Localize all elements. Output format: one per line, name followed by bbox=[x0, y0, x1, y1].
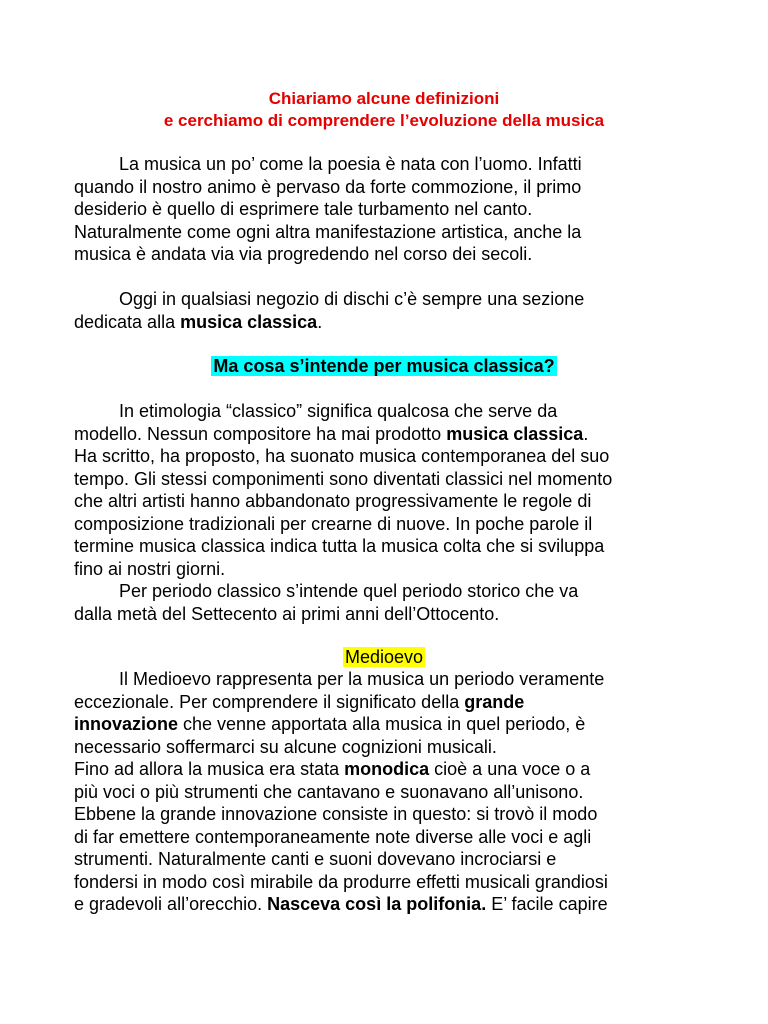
text-line: e gradevoli all’orecchio. Nasceva così la polifonia. E’ facile capire bbox=[74, 894, 608, 914]
title-line-2: e cerchiamo di comprendere l’evoluzione della musica bbox=[163, 111, 605, 130]
section-heading-medioevo bbox=[0, 646, 768, 669]
text-line: Naturalmente come ogni altra manifestazione artistica, anche la bbox=[74, 221, 582, 242]
text-line: dedicata alla musica classica. bbox=[74, 311, 323, 332]
text-line: necessario soffermarci su alcune cognizioni musicali. bbox=[74, 736, 497, 757]
text-line: modello. Nessun compositore ha mai prodotto musica classica. bbox=[74, 423, 589, 444]
text-line: termine musica classica indica tutta la musica colta che si sviluppa bbox=[74, 536, 605, 556]
title-line-1: Chiariamo alcune definizioni bbox=[268, 89, 500, 108]
text-line: che altri artisti hanno abbandonato progressivamente le regole di bbox=[74, 491, 592, 511]
text-line: fino ai nostri giorni. bbox=[74, 558, 226, 579]
text-line: Ebbene la grande innovazione consiste in questo: si trovò il modo bbox=[74, 804, 598, 824]
text-line: fondersi in modo così mirabile da produrre effetti musicali grandiosi bbox=[74, 871, 608, 892]
text-line: tempo. Gli stessi componimenti sono diventati classici nel momento bbox=[74, 468, 613, 489]
bold-term: monodica bbox=[344, 759, 430, 779]
text-line: Per periodo classico s’intende quel periodo storico che va bbox=[119, 581, 579, 601]
text-line: Fino ad allora la musica era stata monodica cioè a una voce o a bbox=[74, 759, 591, 779]
section-heading-question bbox=[0, 355, 768, 378]
paragraph-5 bbox=[74, 668, 704, 916]
text-line: più voci o più strumenti che cantavano e suonavano all’unisono. bbox=[74, 781, 584, 802]
bold-term: musica classica bbox=[180, 311, 318, 332]
text-line: di far emettere contemporaneamente note diverse alle voci e agli bbox=[74, 826, 592, 847]
text-line: quando il nostro animo è pervaso da forte commozione, il primo bbox=[74, 176, 582, 197]
text-line: composizione tradizionali per crearne di nuove. In poche parole il bbox=[74, 513, 593, 534]
bold-term: musica classica bbox=[446, 423, 584, 444]
paragraph-2 bbox=[74, 288, 704, 333]
bold-term: Nasceva così la polifonia. bbox=[267, 894, 487, 914]
text-line: innovazione che venne apportata alla musica in quel periodo, è bbox=[74, 714, 586, 734]
text-line: La musica un po’ come la poesia è nata con l’uomo. Infatti bbox=[119, 154, 582, 174]
text-line: Il Medioevo rappresenta per la musica un periodo veramente bbox=[119, 669, 605, 689]
text-line: dalla metà del Settecento ai primi anni dell’Ottocento. bbox=[74, 603, 500, 624]
text-line: Oggi in qualsiasi negozio di dischi c’è sempre una sezione bbox=[119, 289, 585, 309]
text-line: desiderio è quello di esprimere tale turbamento nel canto. bbox=[74, 199, 533, 219]
bold-term: innovazione bbox=[74, 714, 179, 734]
highlighted-heading: Ma cosa s’intende per musica classica? bbox=[213, 356, 555, 376]
text-line: Ha scritto, ha proposto, ha suonato musica contemporanea del suo bbox=[74, 446, 610, 466]
text-line: strumenti. Naturalmente canti e suoni dovevano incrociarsi e bbox=[74, 849, 557, 869]
text-line: musica è andata via via progredendo nel corso dei secoli. bbox=[74, 244, 533, 264]
bold-term: grande bbox=[464, 691, 525, 712]
text-line: In etimologia “classico” significa qualcosa che serve da bbox=[119, 401, 558, 421]
text-line: eccezionale. Per comprendere il significato della grande bbox=[74, 691, 525, 712]
paragraph-1 bbox=[74, 153, 704, 266]
highlighted-heading: Medioevo bbox=[344, 647, 424, 667]
paragraph-3 bbox=[74, 400, 704, 625]
